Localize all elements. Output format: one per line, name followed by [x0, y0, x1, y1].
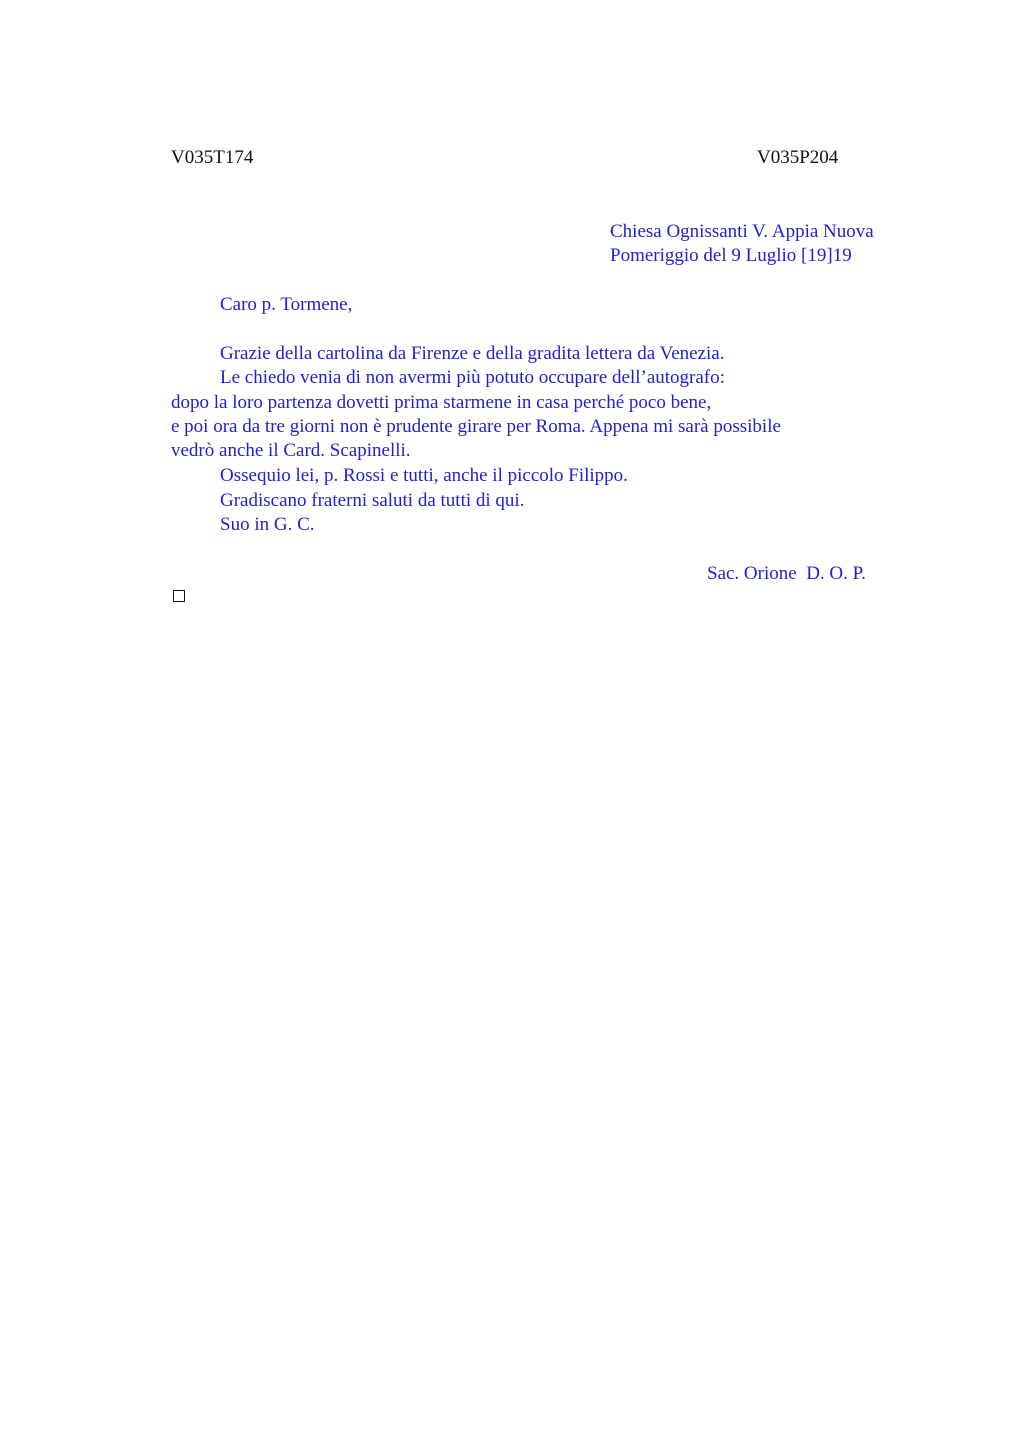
empty-square-icon	[173, 590, 185, 602]
body-line-2: Le chiedo venia di non avermi più potuto occupare dell’autografo:	[220, 367, 725, 388]
place-line: Chiesa Ognissanti V. Appia Nuova	[610, 221, 874, 242]
body-line-7: Gradiscano fraterni saluti da tutti di qui.	[220, 490, 525, 511]
right-archive-code: V035P204	[757, 147, 839, 168]
body-line-4: e poi ora da tre giorni non è prudente girare per Roma. Appena mi sarà possibile	[171, 416, 781, 437]
body-line-6: Ossequio lei, p. Rossi e tutti, anche il piccolo Filippo.	[220, 465, 628, 486]
body-line-5: vedrò anche il Card. Scapinelli.	[171, 440, 411, 461]
body-line-1: Grazie della cartolina da Firenze e della gradita lettera da Venezia.	[220, 343, 725, 364]
closing-line: Suo in G. C.	[220, 514, 315, 535]
date-line: Pomeriggio del 9 Luglio [19]19	[610, 245, 852, 266]
body-line-3: dopo la loro partenza dovetti prima starmene in casa perché poco bene,	[171, 392, 712, 413]
left-archive-code: V035T174	[171, 147, 254, 168]
signature: Sac. Orione D. O. P.	[707, 563, 866, 584]
salutation: Caro p. Tormene,	[220, 294, 353, 315]
